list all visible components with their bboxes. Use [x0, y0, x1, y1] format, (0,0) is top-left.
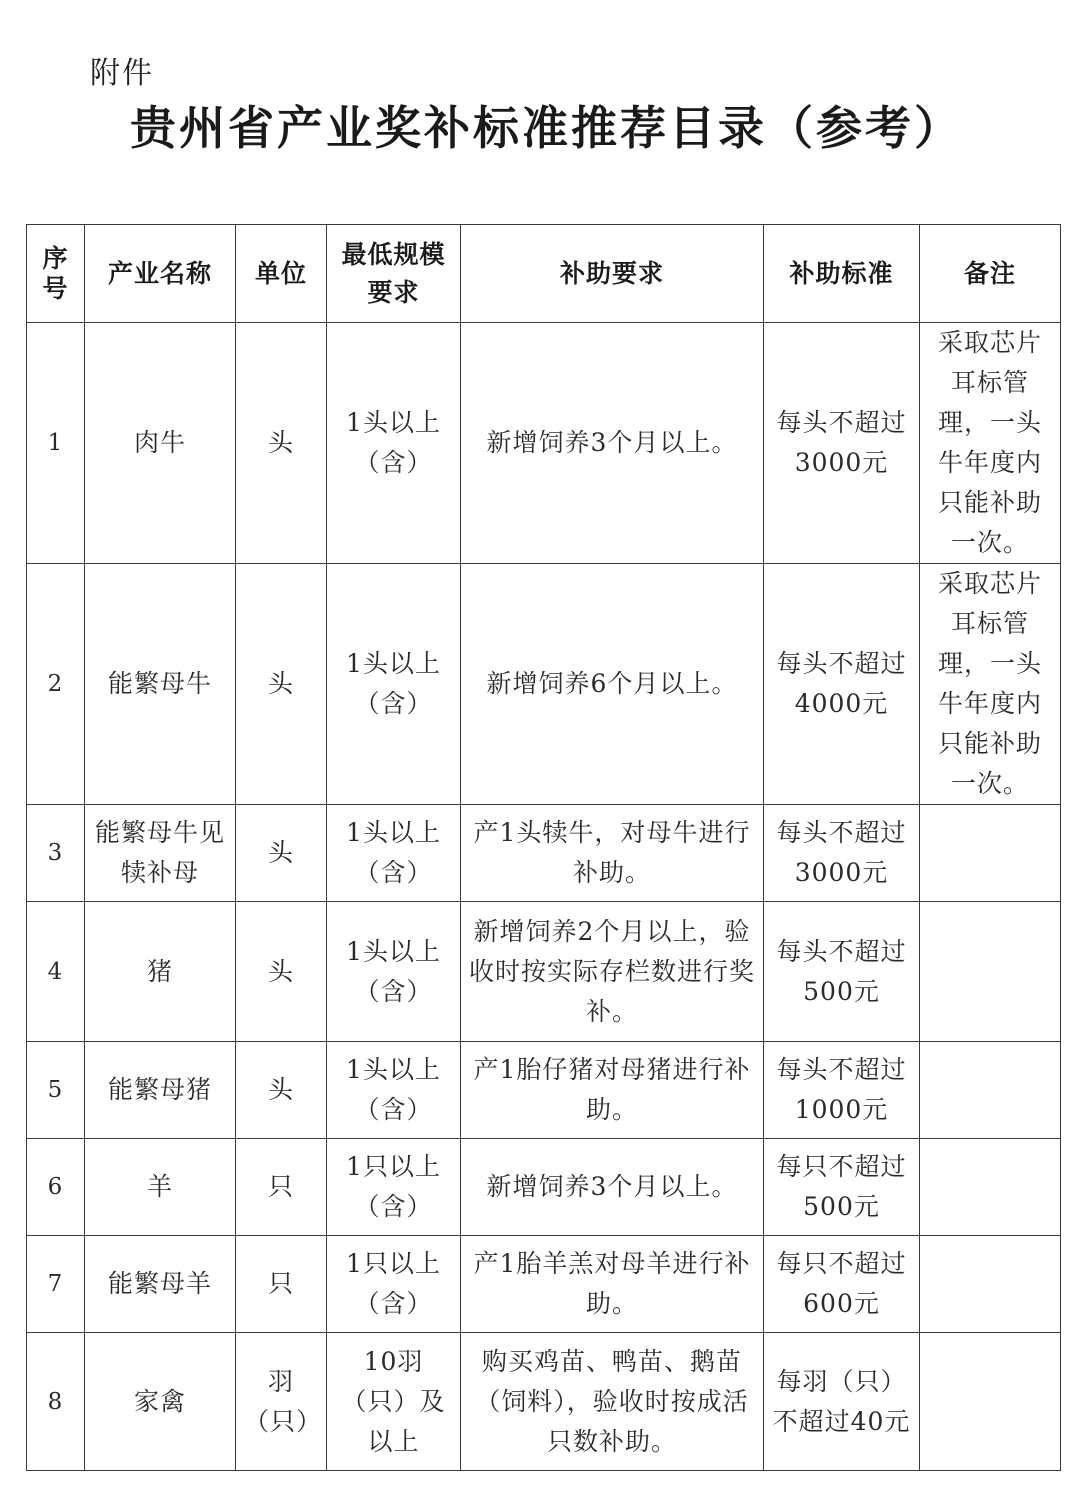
cell-industry: 羊	[85, 1139, 236, 1236]
col-header-remark: 备注	[920, 225, 1061, 323]
col-header-index: 序号	[27, 225, 85, 323]
document-title: 贵州省产业奖补标准推荐目录（参考）	[130, 101, 963, 155]
cell-unit: 头	[236, 902, 327, 1042]
table-row	[27, 564, 1061, 805]
cell-requirement: 购买鸡苗、鸭苗、鹅苗（饲料），验收时按成活只数补助。	[461, 1333, 764, 1471]
cell-index: 3	[27, 805, 85, 902]
cell-industry: 猪	[85, 902, 236, 1042]
subsidy-catalog-table	[26, 224, 1061, 1471]
cell-unit: 头	[236, 805, 327, 902]
table-row	[27, 1042, 1061, 1139]
cell-industry: 能繁母牛见犊补母	[85, 805, 236, 902]
cell-requirement: 新增饲养6个月以上。	[461, 564, 764, 805]
cell-min-scale: 1头以上（含）	[327, 564, 461, 805]
cell-standard: 每头不超过3000元	[764, 805, 920, 902]
cell-unit: 只	[236, 1236, 327, 1333]
cell-remark	[920, 1042, 1061, 1139]
table-row	[27, 1236, 1061, 1333]
cell-industry: 能繁母牛	[85, 564, 236, 805]
cell-unit: 头	[236, 1042, 327, 1139]
cell-index: 8	[27, 1333, 85, 1471]
col-header-unit: 单位	[236, 225, 327, 323]
cell-unit: 只	[236, 1139, 327, 1236]
cell-min-scale: 1只以上（含）	[327, 1236, 461, 1333]
table-row	[27, 1139, 1061, 1236]
cell-index: 2	[27, 564, 85, 805]
cell-min-scale: 1头以上（含）	[327, 805, 461, 902]
cell-unit: 羽（只）	[236, 1333, 327, 1471]
cell-requirement: 新增饲养3个月以上。	[461, 323, 764, 564]
cell-min-scale: 1头以上（含）	[327, 902, 461, 1042]
attachment-label: 附件	[90, 56, 154, 91]
cell-min-scale: 10羽（只）及以上	[327, 1333, 461, 1471]
cell-remark	[920, 805, 1061, 902]
cell-standard: 每头不超过500元	[764, 902, 920, 1042]
cell-standard: 每羽（只）不超过40元	[764, 1333, 920, 1471]
cell-min-scale: 1头以上（含）	[327, 323, 461, 564]
cell-min-scale: 1头以上（含）	[327, 1042, 461, 1139]
cell-standard: 每头不超过3000元	[764, 323, 920, 564]
col-header-industry: 产业名称	[85, 225, 236, 323]
cell-requirement: 产1头犊牛，对母牛进行补助。	[461, 805, 764, 902]
cell-index: 1	[27, 323, 85, 564]
col-header-min-scale: 最低规模要求	[327, 225, 461, 323]
cell-industry: 能繁母猪	[85, 1042, 236, 1139]
cell-standard: 每只不超过600元	[764, 1236, 920, 1333]
cell-unit: 头	[236, 564, 327, 805]
cell-requirement: 产1胎仔猪对母猪进行补助。	[461, 1042, 764, 1139]
cell-standard: 每头不超过4000元	[764, 564, 920, 805]
table-row	[27, 902, 1061, 1042]
cell-remark	[920, 1139, 1061, 1236]
cell-unit: 头	[236, 323, 327, 564]
cell-remark: 采取芯片耳标管理，一头牛年度内只能补助一次。	[920, 323, 1061, 564]
cell-standard: 每只不超过500元	[764, 1139, 920, 1236]
cell-requirement: 产1胎羊羔对母羊进行补助。	[461, 1236, 764, 1333]
cell-remark	[920, 902, 1061, 1042]
cell-industry: 能繁母羊	[85, 1236, 236, 1333]
cell-index: 7	[27, 1236, 85, 1333]
table-header-row	[27, 225, 1061, 323]
col-header-standard: 补助标准	[764, 225, 920, 323]
cell-remark: 采取芯片耳标管理，一头牛年度内只能补助一次。	[920, 564, 1061, 805]
cell-requirement: 新增饲养2个月以上，验收时按实际存栏数进行奖补。	[461, 902, 764, 1042]
cell-industry: 肉牛	[85, 323, 236, 564]
cell-industry: 家禽	[85, 1333, 236, 1471]
col-header-requirement: 补助要求	[461, 225, 764, 323]
table-row	[27, 323, 1061, 564]
cell-remark	[920, 1236, 1061, 1333]
cell-index: 5	[27, 1042, 85, 1139]
cell-standard: 每头不超过1000元	[764, 1042, 920, 1139]
cell-min-scale: 1只以上（含）	[327, 1139, 461, 1236]
table-row	[27, 805, 1061, 902]
cell-requirement: 新增饲养3个月以上。	[461, 1139, 764, 1236]
cell-index: 4	[27, 902, 85, 1042]
table-row	[27, 1333, 1061, 1471]
cell-remark	[920, 1333, 1061, 1471]
cell-index: 6	[27, 1139, 85, 1236]
